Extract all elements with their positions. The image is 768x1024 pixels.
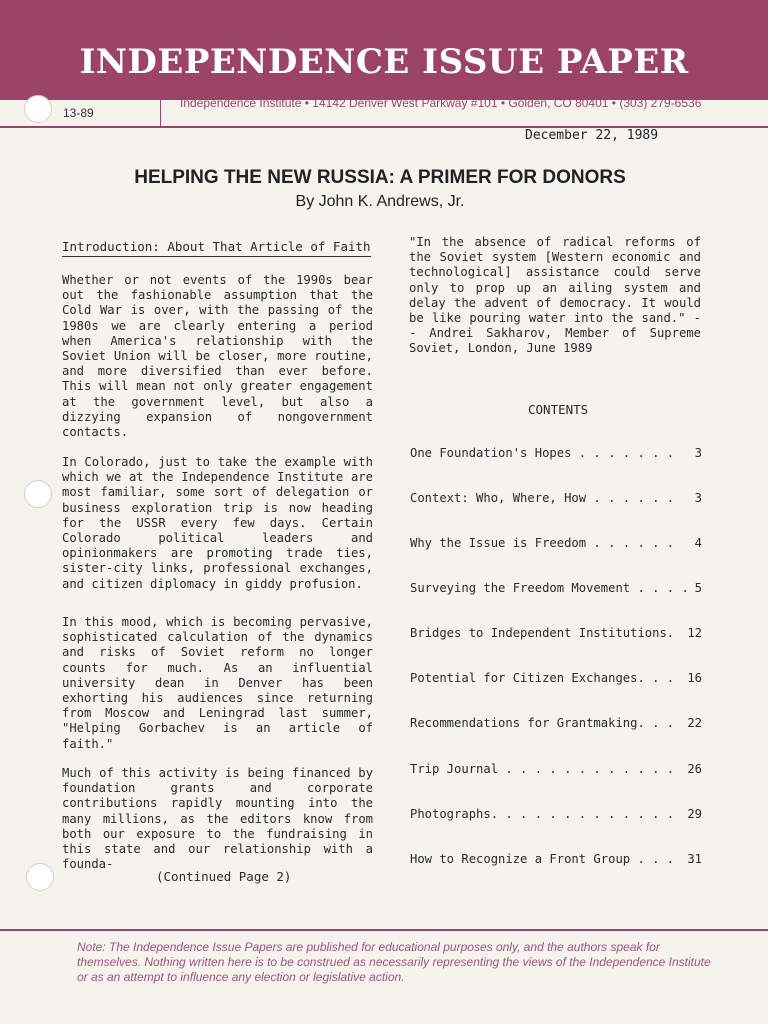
toc-entry [410, 671, 702, 685]
article-headline: HELPING THE NEW RUSSIA: A PRIMER FOR DONORS [134, 167, 626, 188]
toc-entry-title: Context: Who, Where, How . . . . . . [410, 491, 675, 505]
toc-entry [410, 446, 702, 460]
toc-entry-title: Potential for Citizen Exchanges. . . [410, 671, 675, 685]
toc-entry-page: 4 [694, 536, 702, 550]
toc-entry-page: 3 [694, 491, 702, 505]
paragraph-3: In this mood, which is becoming pervasive, sophisticated calculation of the dynamics and risks of Soviet reform no longer counts for much. As an influential university dean in Denver has been exhorting his audiences since returning from Moscow and Leningrad last summer, "Helping Gorbachev is an article of faith." [62, 615, 373, 751]
toc-entry [410, 536, 702, 550]
contents-title: CONTENTS [528, 402, 589, 417]
toc-entry-title: Surveying the Freedom Movement . . . . [410, 581, 689, 595]
header-divider [160, 98, 161, 128]
toc-entry-page: 29 [687, 807, 702, 821]
binder-hole [24, 480, 52, 508]
publication-date: December 22, 1989 [525, 128, 659, 143]
toc-entry-title: Photographs. . . . . . . . . . . . . [410, 807, 675, 821]
publisher-address: Independence Institute • 14142 Denver West Parkway #101 • Golden, CO 80401 • (303) 279-6536 [180, 96, 702, 110]
paragraph-4: Much of this activity is being financed by foundation grants and corporate contributions rapidly mounting into the many millions, as the editors know from both our exposure to the fundraising in this state and our relationship with a founda- [62, 766, 373, 872]
binder-hole [24, 95, 52, 123]
toc-entry-title: Why the Issue is Freedom . . . . . . [410, 536, 675, 550]
toc-entry-title: Bridges to Independent Institutions. [410, 626, 675, 640]
sakharov-quote: "In the absence of radical reforms of the Soviet system [Western economic and technological] assistance could serve only to prop up an ailing system and delay the advent of democracy. It would be like pouring water into the sand." -- Andrei Sakharov, Member of Supreme Soviet, London, June 1989 [409, 235, 701, 356]
toc-entry [410, 762, 702, 776]
toc-entry [410, 626, 702, 640]
article-byline: By John K. Andrews, Jr. [295, 193, 465, 210]
toc-entry-title: Trip Journal . . . . . . . . . . . . [410, 762, 675, 776]
toc-entry-page: 26 [687, 762, 702, 776]
issue-number: 13-89 [63, 106, 94, 120]
toc-entry-title: Recommendations for Grantmaking. . . [410, 716, 675, 730]
toc-entry-title: One Foundation's Hopes . . . . . . . [410, 446, 675, 460]
toc-entry-title: How to Recognize a Front Group . . . [410, 852, 675, 866]
toc-entry [410, 491, 702, 505]
section-heading: Introduction: About That Article of Faith [62, 239, 371, 257]
continued-note: (Continued Page 2) [156, 869, 292, 884]
toc-entry [410, 807, 702, 821]
toc-entry-page: 31 [687, 852, 702, 866]
toc-entry-page: 22 [687, 716, 702, 730]
toc-entry-page: 3 [694, 446, 702, 460]
toc-entry-page: 12 [687, 626, 702, 640]
toc-entry [410, 716, 702, 730]
toc-entry [410, 581, 702, 595]
toc-entry-page: 5 [694, 581, 702, 595]
footer-rule [0, 929, 768, 931]
toc-entry [410, 852, 702, 866]
toc-entry-page: 16 [687, 671, 702, 685]
binder-hole [26, 863, 54, 891]
masthead-title: INDEPENDENCE ISSUE PAPER [79, 42, 689, 82]
masthead-banner [0, 0, 768, 98]
disclaimer-note: Note: The Independence Issue Papers are published for educational purposes only, and the authors speak for themselves. Nothing written here is to be construed as necessarily representing the views of the Independence Institute or as an attempt to influence any election or legislative action. [77, 940, 711, 984]
paragraph-1: Whether or not events of the 1990s bear out the fashionable assumption that the Cold War is over, with the passing of the 1980s we are clearly entering a period when America's relationship with the Soviet Union will be closer, more routine, and more diversified than ever before. This will mean not only greater engagement at the government level, but also a dizzying expansion of nongovernment contacts. [62, 273, 373, 440]
paragraph-2: In Colorado, just to take the example with which we at the Independence Institute are most familiar, some sort of delegation or business exploration trip is now heading for the USSR every few days. Certain Colorado political leaders and opinionmakers are promoting trade ties, sister-city links, professional exchanges, and citizen diplomacy in giddy profusion. [62, 455, 373, 591]
